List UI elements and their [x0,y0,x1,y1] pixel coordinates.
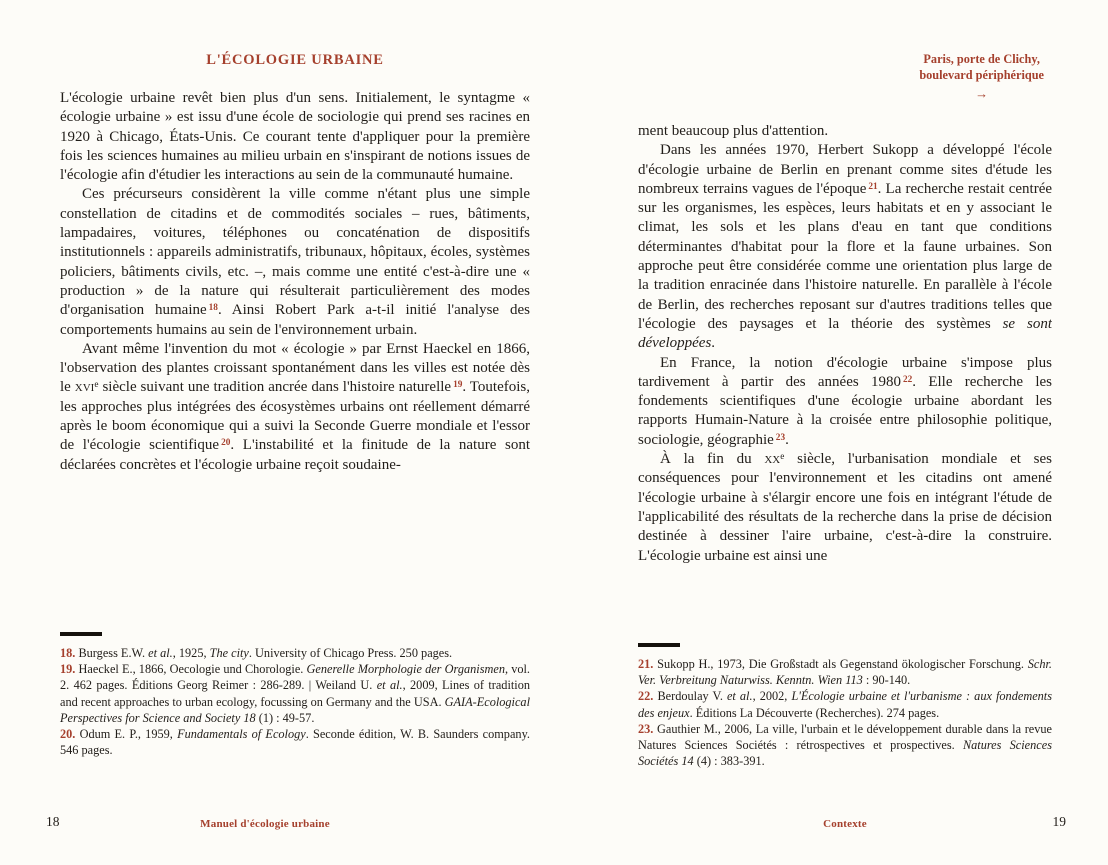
text-segment: Burgess E.W. [78,646,149,660]
footnote-ref: 22 [903,374,913,385]
left-footnote-list [60,645,530,758]
right-footnote-list [638,656,1052,769]
text-segment: . [785,431,789,448]
text-segment: , vol. 2. 462 pages. Éditions Georg Reimer : 286-289. | Weiland U. [60,662,531,693]
text-segment: e [780,451,785,462]
text-segment: Fundamentals of Ecology [177,727,306,742]
text-segment: . Toutefois, les approches plus intégrées des écosystèmes urbains ont réellement démarré après le boom économique qui a suivi la Seconde Guerre mondiale et l'essor de l'écologie scientifique [60,379,530,454]
right-body-text [638,122,1052,638]
photo-caption-line-1: Paris, porte de Clichy, [923,52,1040,66]
text-segment: L'écologie urbaine revêt bien plus d'un sens. Initialement, le syntagme « écologie urbaine » est issu d'une école de sociologie qui prend ses racines en 1920 à Chicago, États-Unis. Ce courant tente d'appliquer pour la première fois les sciences humaines au milieu urbain en s'inspirant de notions issues de l'écologie afin d'étudier les interactions au sein de la communauté humaine. [60,90,530,184]
text-segment: (4) : 383-391. [693,754,765,769]
page-left [60,40,530,830]
text-segment: e [94,380,99,391]
footnote-number: 20. [60,727,80,742]
photo-caption [919,52,1044,102]
arrow-right-icon: → [975,86,989,101]
text-segment: . [711,335,716,352]
left-body-text [60,89,530,623]
right-footnotes [638,643,1052,769]
text-segment: (1) : 49-57. [255,710,315,725]
text-segment: Haeckel E., 1866, Oecologie und Chorologie. [78,662,307,677]
paragraph [638,354,1052,450]
text-segment: À la fin du [660,451,765,468]
paragraph [60,185,530,339]
running-title-left: Manuel d'écologie urbaine [200,818,330,830]
footnote-ref: 20 [221,438,231,449]
text-segment: siècle, l'urbanisation mondiale et ses conséquences pour l'environnement et les citadins ont amené l'écologie urbaine à s'élargir encore une fois en intégrant l'étude de l'applicabilité des résultats de la recherche dans la prise de décision destinée à dessiner l'aire urbaine, c'est-à-dire la construire. L'écologie urbaine est ainsi une [638,451,1052,564]
text-segment: . Éditions La Découverte (Recherches). 274 pages. [689,705,940,720]
paragraph [638,450,1052,566]
footnote [60,726,530,758]
page-number-left: 18 [46,814,60,829]
photo-caption-line-2: boulevard périphérique [919,67,1044,82]
footnote-number: 18. [60,646,79,660]
footnote [638,656,1052,688]
running-title-right: Contexte [823,818,867,830]
text-segment: se sont développées [638,315,1052,352]
text-segment: Sukopp H., 1973, Die Großstadt als Gegenstand ökologischer Forschung. [657,657,1028,671]
footnote-ref: 18 [208,303,218,314]
text-segment: Schr. Ver. Verbreitung Naturwiss. Kenntn. Wien 113 [638,657,1053,688]
text-segment: Natures Sciences Sociétés 14 [638,738,1052,769]
text-segment: , 2009, Lines of tradition and recent approaches to urban ecology, focussing on Germany and the USA. [60,678,530,709]
text-segment: En France, la notion d'écologie urbaine s'impose plus tardivement à partir des années 1980 [638,354,1052,390]
paragraph [638,122,1052,141]
text-segment: et al. [376,678,403,693]
text-segment: GAIA-Ecological Perspectives for Science and Society 18 [60,694,530,725]
text-segment: . La recherche restait centrée sur les organismes, les espèces, leurs habitats et en y associant le climat, les sols et les plans d'eau en tant que conditions déterminantes d'habitat pour la flore et la faune urbaines. Son approche peut être considérée comme une orientation plus large de la tradition enracinée dans l'histoire naturelle. En parallèle à l'école de Berlin, des recherches reposant sur d'autres traditions telles que l'écologie des paysages et la théorie des systèmes [638,180,1052,332]
footnote [60,645,530,661]
paragraph [60,340,530,475]
text-segment: et al. [726,689,753,704]
footnote-number: 21. [638,657,658,671]
text-segment: . Ainsi Robert Park a-t-il initié l'analyse des comportements humains au sein de l'environnement urbain. [60,302,530,338]
chapter-title: L'ÉCOLOGIE URBAINE [206,52,384,68]
footnote-ref: 19 [453,380,463,391]
paragraph [638,141,1052,353]
text-segment: Ces précurseurs considèrent la ville comme n'étant plus une simple constellation de citadins et de commodités sociales – rues, bâtiments, lampadaires, voitures, téléphones ou concaténation de dispositifs institutionnels : appareils administratifs, tribunaux, hôpitaux, écoles, systèmes policiers, bâtiments civils, etc. –, mais comme une entité c'est-à-dire une « production » de la nature qui résulterait particulièrement des modes d'organisation humaine [60,186,530,319]
footnote [638,721,1052,770]
text-segment: et al. [148,646,173,660]
text-segment: Avant même l'invention du mot « écologie » par Ernst Haeckel en 1866, l'observation des plantes croissant spontanément dans les villes est notée dès le [60,340,530,396]
text-segment: : 90-140. [862,673,911,688]
text-segment: The city [209,646,249,660]
footnote-number: 22. [638,689,658,704]
paragraph [60,89,530,185]
text-segment: ment beaucoup plus d'attention. [638,123,829,139]
text-segment: Generelle Morphologie der Organismen [306,662,505,677]
page-number-right: 19 [1052,814,1066,829]
text-segment: Berdoulay V. [657,689,727,704]
text-segment: , 2002, [752,689,792,704]
text-segment: . L'instabilité et la finitude de la nature sont déclarées concrètes et l'écologie urbaine reçoit soudaine- [60,437,530,473]
footnote-number: 19. [60,662,79,677]
text-segment: xvi [74,379,95,396]
footnote [60,661,530,726]
text-segment: . University of Chicago Press. 250 pages. [248,646,453,660]
footnote-number: 23. [638,721,658,736]
footnote-rule [638,643,680,647]
footnote-ref: 21 [868,181,878,192]
text-segment: Gauthier M., 2006, La ville, l'urbain et le développement durable dans la revue Natures Sciences Sociétés : rétrospectives et prospectives. [638,721,1052,753]
footnote [638,688,1052,720]
footnote-rule [60,632,102,636]
text-segment: siècle suivant une tradition ancrée dans l'histoire naturelle [98,379,452,396]
text-segment: Odum E. P., 1959, [79,727,178,742]
text-segment: Dans les années 1970, Herbert Sukopp a développé l'école d'écologie urbaine de Berlin en prenant comme sites d'étude les nombreux terrains vagues de l'époque [638,142,1052,197]
page-right [638,40,1052,830]
text-segment: . Elle recherche les fondements scientifiques d'une écologie urbaine abordant les rapports Humain-Nature à la croisée entre philosophie politique, sociologie, géographie [638,373,1052,448]
text-segment: xx [764,451,781,468]
footnote-ref: 23 [775,432,786,443]
text-segment: , 1925, [172,646,210,660]
text-segment: . Seconde édition, W. B. Saunders company. 546 pages. [60,727,530,758]
text-segment: L'Écologie urbaine et l'urbanisme : aux fondements des enjeux [638,689,1053,720]
left-footnotes [60,632,530,758]
